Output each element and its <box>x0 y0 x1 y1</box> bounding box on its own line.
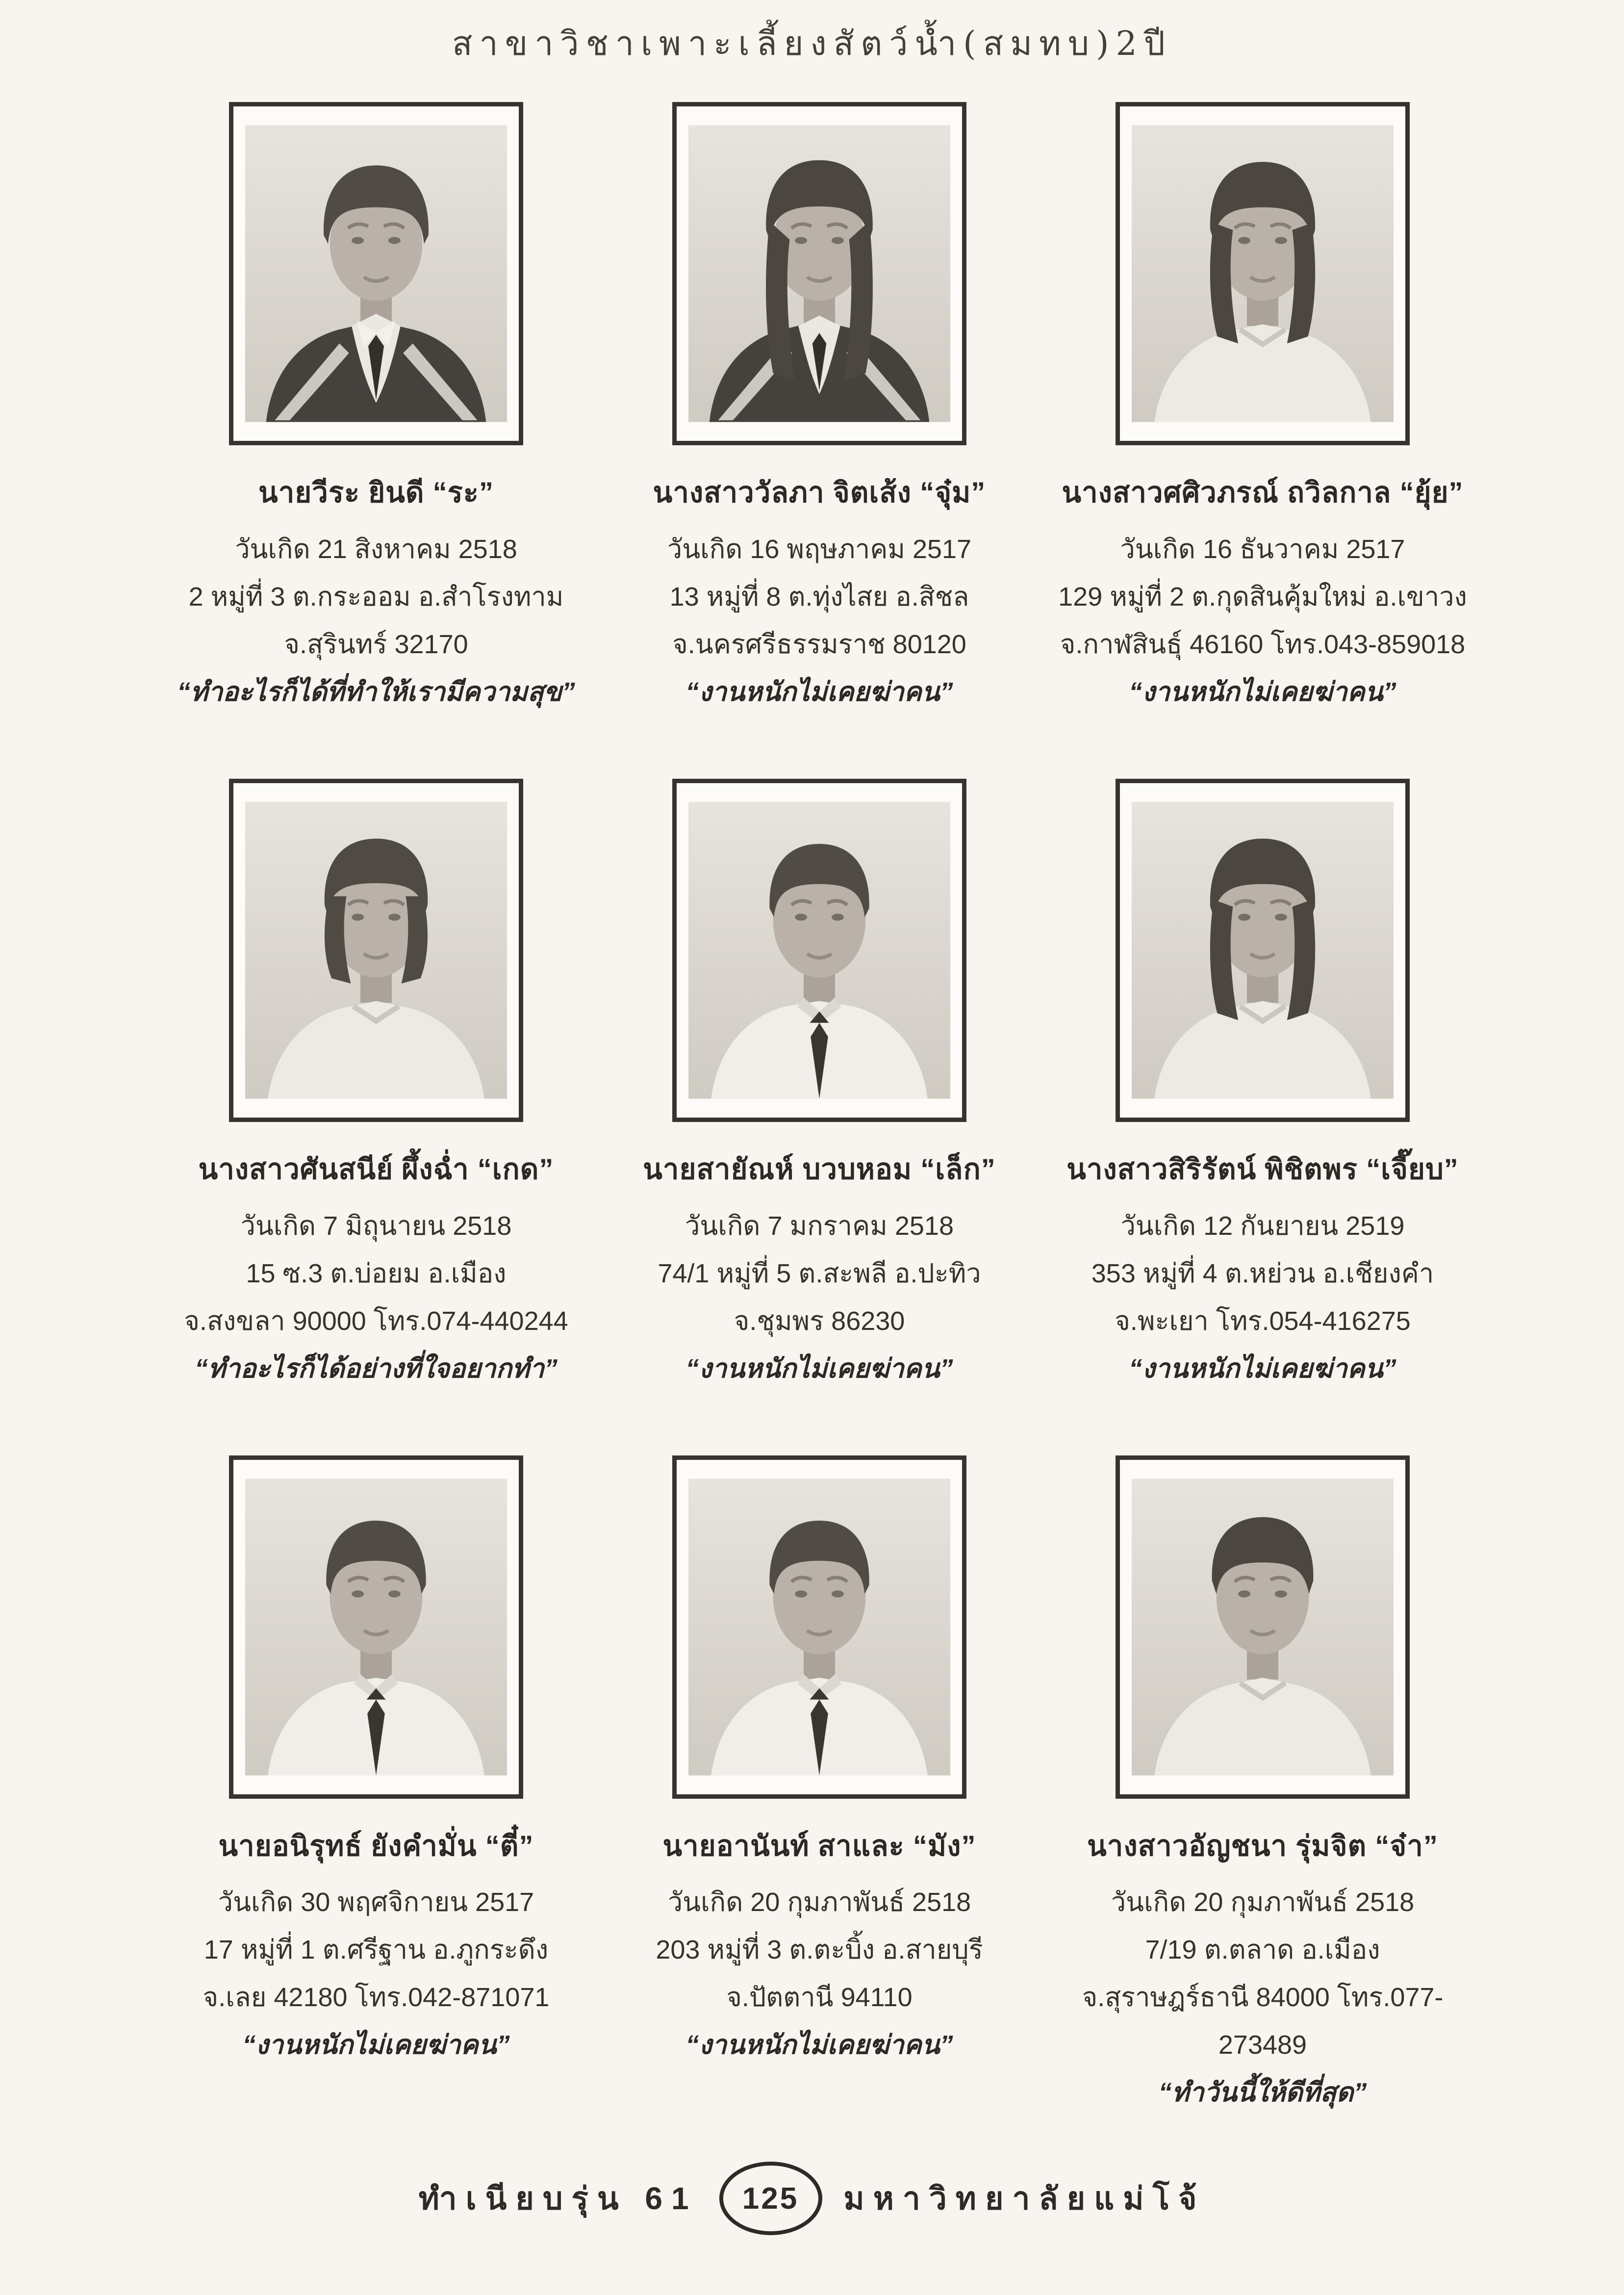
portrait-photo <box>688 118 950 429</box>
student-card <box>172 771 581 1393</box>
students-grid <box>172 94 1467 2116</box>
student-photo <box>1116 1455 1410 1799</box>
portrait-graphic <box>1132 1479 1394 1775</box>
student-info <box>615 476 1024 716</box>
portrait-graphic <box>1132 126 1394 422</box>
portrait-photo <box>1132 118 1394 429</box>
student-address: 13 หมู่ที่ 8 ต.ทุ่งไสย อ.สิชล <box>669 582 969 612</box>
portrait-photo <box>1132 1472 1394 1783</box>
portrait-graphic <box>688 126 950 422</box>
student-card <box>1058 94 1467 716</box>
student-province-phone: จ.กาฬสินธุ์ 46160 โทร.043-859018 <box>1060 629 1466 659</box>
student-birthdate: วันเกิด 21 สิงหาคม 2518 <box>235 534 517 564</box>
student-quote: “งานหนักไม่เคยฆ่าคน” <box>242 2030 510 2060</box>
portrait-photo <box>245 1472 507 1783</box>
portrait-graphic <box>688 802 950 1098</box>
student-photo <box>229 102 523 445</box>
student-name: นายอานันท์ สาและ “มัง” <box>662 1830 976 1862</box>
page-number-badge: 125 <box>719 2162 822 2235</box>
student-quote: “งานหนักไม่เคยฆ่าคน” <box>1129 1353 1396 1383</box>
student-photo <box>672 102 966 445</box>
student-birthdate: วันเกิด 16 พฤษภาคม 2517 <box>667 534 972 564</box>
student-quote: “งานหนักไม่เคยฆ่าคน” <box>685 1353 953 1383</box>
student-address: 17 หมู่ที่ 1 ต.ศรีฐาน อ.ภูกระดึง <box>203 1935 549 1965</box>
student-photo <box>672 779 966 1122</box>
portrait-photo <box>1132 795 1394 1106</box>
student-quote: “ทำวันนี้ให้ดีที่สุด” <box>1158 2078 1367 2108</box>
portrait-photo <box>245 795 507 1106</box>
portrait-photo <box>688 1472 950 1783</box>
student-info <box>172 476 581 716</box>
student-quote: “งานหนักไม่เคยฆ่าคน” <box>685 677 953 707</box>
student-name: นางสาวศันสนีย์ ผึ้งฉ่ำ “เกด” <box>198 1153 554 1185</box>
student-info <box>615 1829 1024 2069</box>
portrait-graphic <box>245 1479 507 1775</box>
student-info <box>172 1829 581 2069</box>
portrait-graphic <box>1132 802 1394 1098</box>
student-province-phone: จ.ชุมพร 86230 <box>734 1306 905 1336</box>
student-name: นางสาวอัญชนา รุ่มจิต “จ๋า” <box>1087 1830 1438 1862</box>
portrait-graphic <box>245 126 507 422</box>
portrait-graphic <box>245 802 507 1098</box>
student-card <box>615 771 1024 1393</box>
student-birthdate: วันเกิด 20 กุมภาพันธ์ 2518 <box>1111 1887 1415 1917</box>
student-address: 15 ซ.3 ต.บ่อยม อ.เมือง <box>246 1258 507 1288</box>
student-address: 203 หมู่ที่ 3 ต.ตะบิ้ง อ.สายบุรี <box>656 1935 983 1965</box>
student-province-phone: จ.เลย 42180 โทร.042-871071 <box>203 1983 550 2013</box>
student-card <box>615 1448 1024 2117</box>
student-quote: “งานหนักไม่เคยฆ่าคน” <box>1129 677 1396 707</box>
student-address: 74/1 หมู่ที่ 5 ต.สะพลี อ.ปะทิว <box>658 1258 981 1288</box>
footer-left-text: ทำเนียบรุ่น 61 <box>418 2181 698 2217</box>
student-name: นายสายัณห์ บวบหอม “เล็ก” <box>643 1153 996 1185</box>
student-address: 2 หมู่ที่ 3 ต.กระออม อ.สำโรงทาม <box>188 582 564 612</box>
student-address: 129 หมู่ที่ 2 ต.กุดสินคุ้มใหม่ อ.เขาวง <box>1058 582 1467 612</box>
student-birthdate: วันเกิด 16 ธันวาคม 2517 <box>1120 534 1405 564</box>
student-province-phone: จ.สุรินทร์ 32170 <box>284 629 468 659</box>
portrait-photo <box>688 795 950 1106</box>
student-info <box>1058 1152 1467 1393</box>
student-address: 7/19 ต.ตลาด อ.เมือง <box>1145 1935 1380 1965</box>
footer-right-text: มหาวิทยาลัยแม่โจ้ <box>843 2181 1206 2217</box>
student-quote: “งานหนักไม่เคยฆ่าคน” <box>685 2030 953 2060</box>
student-province-phone: จ.สงขลา 90000 โทร.074-440244 <box>184 1306 568 1336</box>
student-name: นางสาวสิริรัตน์ พิชิตพร “เจี๊ยบ” <box>1066 1153 1459 1185</box>
student-info <box>1058 476 1467 716</box>
student-quote: “ทำอะไรก็ได้ที่ทำให้เรามีความสุข” <box>177 677 575 707</box>
student-birthdate: วันเกิด 7 มกราคม 2518 <box>685 1211 954 1241</box>
student-province-phone: จ.นครศรีธรรมราช 80120 <box>672 629 966 659</box>
student-birthdate: วันเกิด 7 มิถุนายน 2518 <box>240 1211 512 1241</box>
student-quote: “ทำอะไรก็ได้อย่างที่ใจอยากทำ” <box>195 1353 558 1383</box>
student-info <box>615 1152 1024 1393</box>
student-birthdate: วันเกิด 12 กันยายน 2519 <box>1120 1211 1405 1241</box>
student-info <box>1058 1829 1467 2117</box>
portrait-graphic <box>688 1479 950 1775</box>
student-province-phone: จ.สุราษฎร์ธานี 84000 โทร.077-273489 <box>1082 1983 1444 2060</box>
student-info <box>172 1152 581 1393</box>
student-address: 353 หมู่ที่ 4 ต.หย่วน อ.เชียงคำ <box>1091 1258 1434 1288</box>
student-birthdate: วันเกิด 30 พฤศจิกายน 2517 <box>218 1887 534 1917</box>
student-photo <box>1116 102 1410 445</box>
student-card <box>615 94 1024 716</box>
student-name: นางสาวศศิวภรณ์ ถวิลกาล “ยุ้ย” <box>1062 477 1464 509</box>
student-card <box>172 1448 581 2117</box>
page-title: สาขาวิชาเพาะเลี้ยงสัตว์น้ำ(สมทบ)2ปี <box>452 25 1172 63</box>
student-birthdate: วันเกิด 20 กุมภาพันธ์ 2518 <box>667 1887 971 1917</box>
student-name: นายวีระ ยินดี “ระ” <box>258 477 494 509</box>
student-card <box>1058 1448 1467 2117</box>
student-photo <box>229 1455 523 1799</box>
student-card <box>1058 771 1467 1393</box>
page-footer <box>0 2162 1624 2235</box>
student-card <box>172 94 581 716</box>
student-photo <box>672 1455 966 1799</box>
student-name: นายอนิรุทธ์ ยังคำมั่น “ตี๋” <box>218 1830 534 1862</box>
student-photo <box>229 779 523 1122</box>
student-name: นางสาววัลภา จิตเส้ง “จุ๋ม” <box>653 477 986 509</box>
student-province-phone: จ.ปัตตานี 94110 <box>726 1983 913 2013</box>
student-province-phone: จ.พะเยา โทร.054-416275 <box>1115 1306 1411 1336</box>
portrait-photo <box>245 118 507 429</box>
student-photo <box>1116 779 1410 1122</box>
